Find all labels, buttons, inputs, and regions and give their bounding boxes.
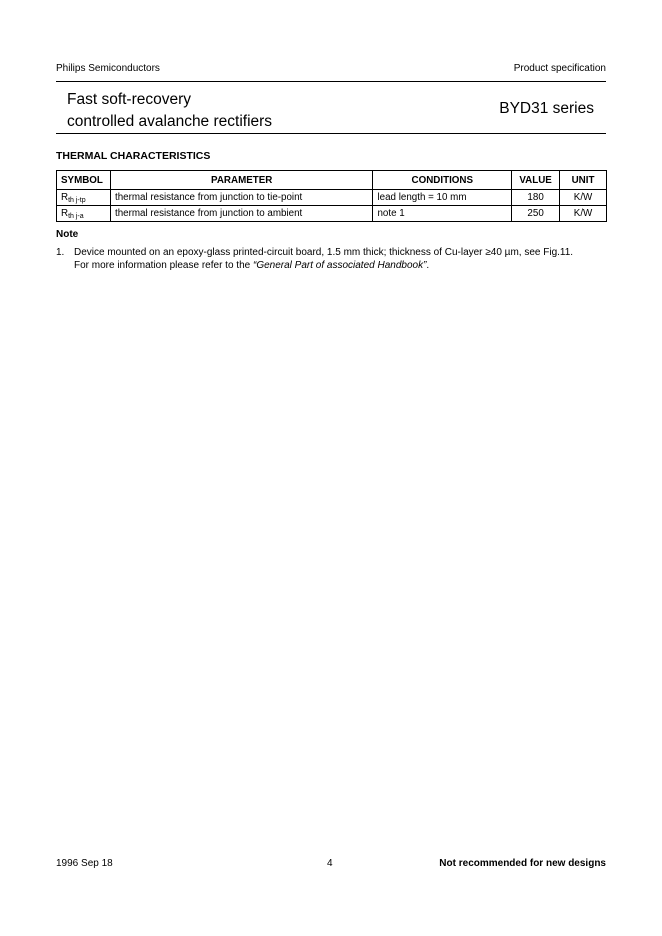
note-text-prefix: For more information please refer to the — [74, 260, 253, 271]
symbol-subscript: th j-a — [68, 212, 84, 220]
note-text: Device mounted on an epoxy-glass printed-circuit board, 1.5 mm thick; thickness of Cu-layer ≥40 µm, see Fig.11. — [74, 247, 574, 258]
table-row — [57, 206, 607, 222]
header-conditions: CONDITIONS — [373, 171, 512, 190]
header-doc-type: Product specification — [513, 63, 606, 74]
note-heading: Note — [56, 229, 79, 240]
conditions-cell: note 1 — [373, 206, 512, 222]
header-rule — [56, 81, 606, 82]
note-line-1 — [56, 246, 573, 259]
header-unit: UNIT — [560, 171, 607, 190]
title-rule — [56, 133, 606, 134]
unit-cell: K/W — [560, 206, 607, 222]
value-cell: 250 — [512, 206, 560, 222]
note-number: 1. — [56, 247, 65, 258]
note-body — [56, 246, 573, 272]
note-line-2 — [56, 259, 573, 272]
conditions-cell: lead length = 10 mm — [373, 190, 512, 206]
symbol-subscript: th j-tp — [68, 196, 86, 204]
header-parameter: PARAMETER — [110, 171, 372, 190]
parameter-cell: thermal resistance from junction to tie-point — [110, 190, 372, 206]
symbol-main: R — [61, 191, 69, 203]
value-cell: 180 — [512, 190, 560, 206]
table-header-row — [57, 171, 607, 190]
title-line-2: controlled avalanche rectifiers — [67, 113, 273, 130]
footer-page-number: 4 — [327, 858, 333, 869]
header-value: VALUE — [512, 171, 560, 190]
footer-notice: Not recommended for new designs — [439, 858, 606, 869]
symbol-cell — [57, 190, 111, 206]
table-row — [57, 190, 607, 206]
header-company: Philips Semiconductors — [56, 63, 160, 74]
parameter-cell: thermal resistance from junction to ambient — [110, 206, 372, 222]
product-series: BYD31 series — [499, 100, 594, 117]
title-line-1: Fast soft-recovery — [67, 91, 192, 108]
document-title — [67, 89, 272, 133]
thermal-characteristics-table — [56, 170, 607, 222]
unit-cell: K/W — [560, 190, 607, 206]
note-handbook-reference: “General Part of associated Handbook” — [252, 260, 427, 271]
symbol-cell — [57, 206, 111, 222]
note-text-suffix: . — [426, 260, 430, 271]
symbol-main: R — [61, 207, 69, 219]
footer-date: 1996 Sep 18 — [56, 858, 113, 869]
header-symbol: SYMBOL — [57, 171, 111, 190]
section-title: THERMAL CHARACTERISTICS — [56, 150, 211, 162]
